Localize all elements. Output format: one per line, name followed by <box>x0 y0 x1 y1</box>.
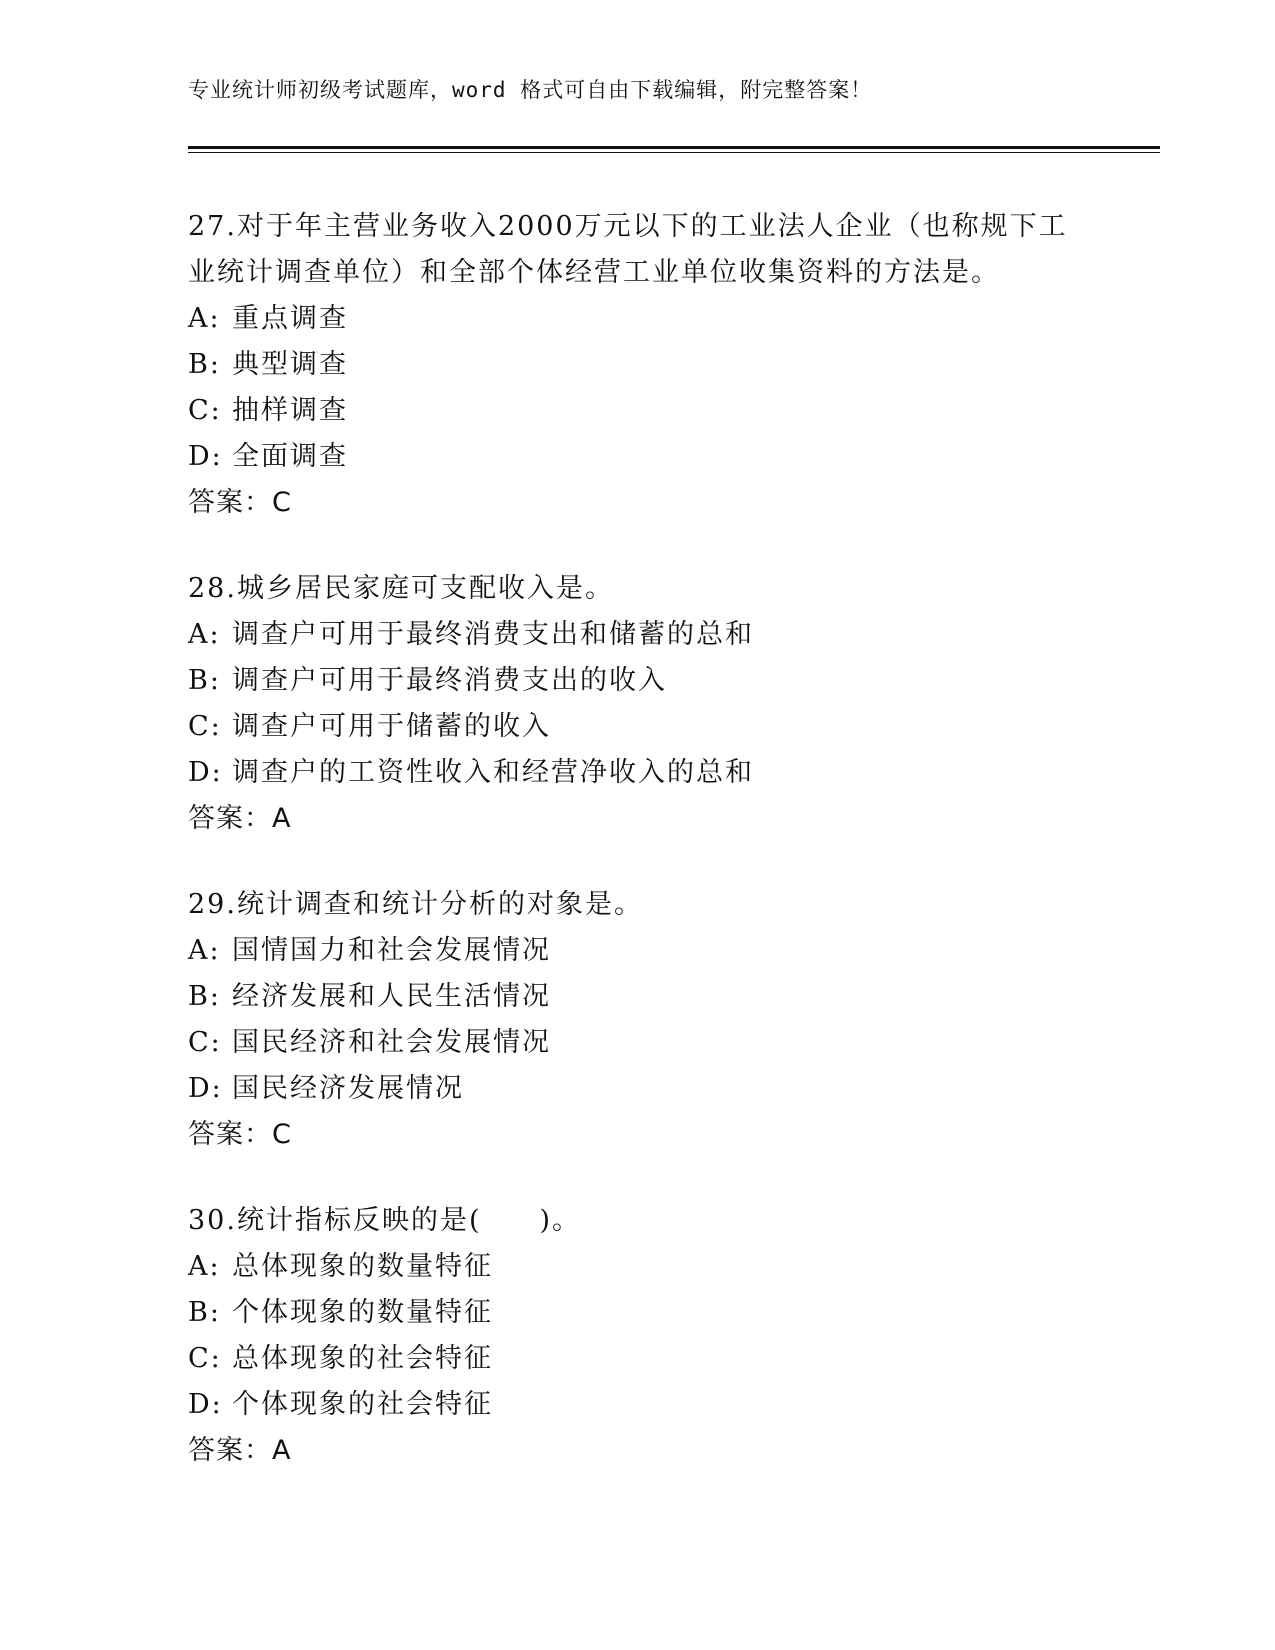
option-text: 国情国力和社会发展情况 <box>232 935 551 966</box>
answer-line: 答案：C <box>188 1119 292 1150</box>
option-b <box>188 342 1088 388</box>
option-text: 国民经济发展情况 <box>232 1073 464 1104</box>
option-b <box>188 658 1088 704</box>
option-text: 总体现象的数量特征 <box>232 1251 493 1282</box>
option-a <box>188 612 1088 658</box>
option-c <box>188 388 1088 434</box>
option-a <box>188 1244 1088 1290</box>
question-stem: 29.统计调查和统计分析的对象是。 <box>188 889 643 920</box>
option-b <box>188 1290 1088 1336</box>
answer-line: 答案：A <box>188 1435 292 1466</box>
option-letter: D: <box>188 441 223 472</box>
option-letter: C: <box>188 395 222 426</box>
page-header: 专业统计师初级考试题库，word 格式可自由下载编辑，附完整答案！ <box>188 78 873 102</box>
option-d <box>188 434 1088 480</box>
option-c <box>188 704 1088 750</box>
question-27 <box>188 204 1088 526</box>
option-letter: C: <box>188 711 222 742</box>
option-letter: D: <box>188 1073 223 1104</box>
option-c <box>188 1020 1088 1066</box>
option-a <box>188 928 1088 974</box>
option-text: 调查户可用于储蓄的收入 <box>232 711 551 742</box>
option-text: 经济发展和人民生活情况 <box>232 981 551 1012</box>
question-stem: 27.对于年主营业务收入2000万元以下的工业法人企业（也称规下工业统计调查单位）和全部个体经营工业单位收集资料的方法是。 <box>188 211 1068 288</box>
option-text: 典型调查 <box>232 349 348 380</box>
option-letter: A: <box>188 1251 221 1282</box>
question-30 <box>188 1198 1088 1474</box>
option-d <box>188 1066 1088 1112</box>
option-text: 个体现象的数量特征 <box>232 1297 493 1328</box>
question-list <box>188 204 1088 1514</box>
option-letter: B: <box>188 981 221 1012</box>
option-letter: A: <box>188 303 221 334</box>
answer-line: 答案：C <box>188 487 292 518</box>
option-text: 调查户可用于最终消费支出和储蓄的总和 <box>232 619 754 650</box>
option-b <box>188 974 1088 1020</box>
option-letter: B: <box>188 1297 221 1328</box>
option-letter: C: <box>188 1343 222 1374</box>
option-text: 调查户的工资性收入和经营净收入的总和 <box>232 757 754 788</box>
header-rule-thick <box>188 146 1160 149</box>
question-28 <box>188 566 1088 842</box>
option-d <box>188 750 1088 796</box>
option-letter: B: <box>188 665 221 696</box>
option-text: 总体现象的社会特征 <box>232 1343 493 1374</box>
option-text: 全面调查 <box>232 441 348 472</box>
option-letter: A: <box>188 935 221 966</box>
option-text: 调查户可用于最终消费支出的收入 <box>232 665 667 696</box>
option-letter: C: <box>188 1027 222 1058</box>
option-text: 个体现象的社会特征 <box>232 1389 493 1420</box>
option-a <box>188 296 1088 342</box>
option-letter: D: <box>188 1389 223 1420</box>
option-text: 国民经济和社会发展情况 <box>232 1027 551 1058</box>
answer-line: 答案：A <box>188 803 292 834</box>
option-text: 抽样调查 <box>232 395 348 426</box>
option-letter: B: <box>188 349 221 380</box>
option-text: 重点调查 <box>232 303 348 334</box>
option-c <box>188 1336 1088 1382</box>
option-d <box>188 1382 1088 1428</box>
question-stem: 30.统计指标反映的是( )。 <box>188 1205 582 1236</box>
question-stem: 28.城乡居民家庭可支配收入是。 <box>188 573 614 604</box>
header-rule-thin <box>188 152 1160 153</box>
question-29 <box>188 882 1088 1158</box>
option-letter: A: <box>188 619 221 650</box>
option-letter: D: <box>188 757 223 788</box>
